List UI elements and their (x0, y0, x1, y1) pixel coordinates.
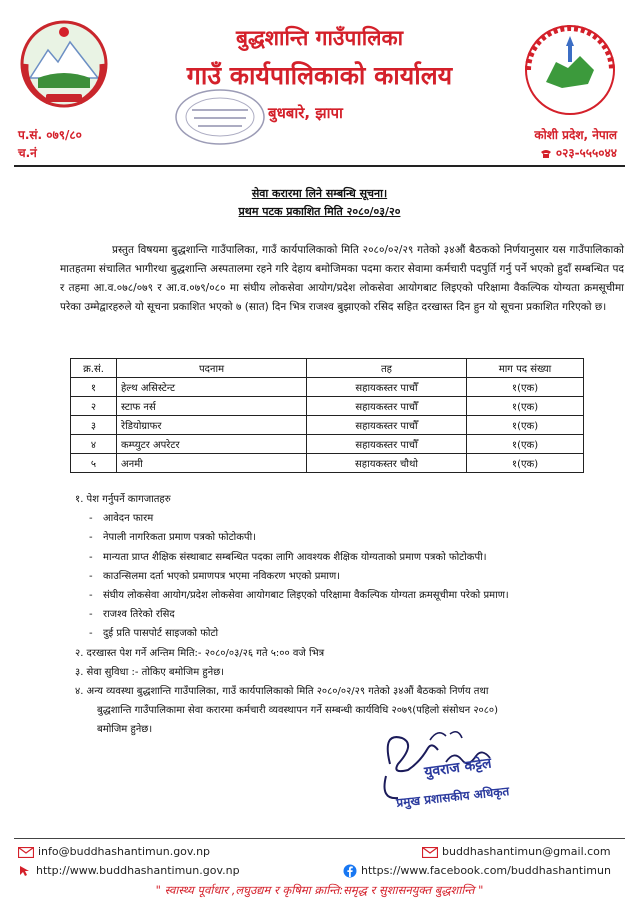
requirements-list (75, 490, 509, 740)
doc-item-text: मान्यता प्राप्त शैक्षिक संस्थाबाट सम्बन्धित पदका लागि आवश्यक शैक्षिक योग्यताको प्रमाण पत्रको फोटोकपी। (103, 551, 487, 563)
cursor-pointer-icon (18, 865, 32, 877)
cell-level: सहायकस्तर पाचौँ (307, 397, 467, 416)
list-item: - आवेदन फारम (89, 513, 154, 525)
municipality-logo-icon (522, 22, 618, 118)
contact-block (534, 126, 617, 162)
table-row (71, 435, 584, 454)
table-row (71, 397, 584, 416)
cell-post: हेल्थ असिस्टेन्ट (117, 378, 307, 397)
letterhead (0, 0, 639, 160)
notice-publish-date: प्रथम पटक प्रकाशित मिति २०८०/०३/२० (238, 205, 401, 218)
notice-title: सेवा करारमा लिने सम्बन्धि सूचना। (251, 187, 388, 200)
table-row (71, 416, 584, 435)
footer-email-secondary (422, 845, 611, 858)
envelope-icon (422, 847, 438, 858)
signatory-title: प्रमुख प्रशासकीय अधिकृत (395, 784, 510, 810)
footer-facebook (343, 864, 611, 878)
cell-level: सहायकस्तर चौथो (307, 454, 467, 473)
office-seal-stamp-icon (172, 86, 268, 148)
cell-count: १(एक) (467, 435, 584, 454)
email-link[interactable]: info@buddhashantimun.gov.np (38, 845, 211, 858)
cell-sn: ५ (71, 454, 117, 473)
cell-count: १(एक) (467, 397, 584, 416)
phone-icon (540, 149, 552, 159)
municipality-title: बुद्धशान्ति गाउँपालिका (235, 26, 404, 50)
doc-item-text: नेपाली नागरिकता प्रमाण पत्रको फोटोकपी। (103, 532, 256, 544)
cell-level: सहायकस्तर पाचौँ (307, 435, 467, 454)
gmail-link[interactable]: buddhashantimun@gmail.com (442, 845, 611, 858)
col-header-level: तह (307, 359, 467, 378)
cell-sn: १ (71, 378, 117, 397)
doc-item-text: काउन्सिलमा दर्ता भएको प्रमाणपत्र भएमा नविकरण भएको प्रमाण। (103, 570, 340, 582)
cell-sn: ४ (71, 435, 117, 454)
footer-divider (14, 838, 625, 839)
deadline-point: २. दरखास्त पेश गर्ने अन्तिम मिति:- २०८०/०३/२६ गते ५:०० वजे भित्र (75, 647, 325, 659)
cell-post: रेडियोग्राफर (117, 416, 307, 435)
province-label: कोशी प्रदेश, नेपाल (534, 128, 617, 142)
other-arrangement-point: ४. अन्य व्यवस्था बुद्धशान्ति गाउँपालिका, गाउँ कार्यपालिकाको मिति २०८०/०२/२९ गतेको ३४औं बैठकको निर्णय तथा (75, 686, 489, 698)
cell-count: १(एक) (467, 416, 584, 435)
cell-sn: ३ (71, 416, 117, 435)
table-row (71, 378, 584, 397)
cell-post: स्टाफ नर्स (117, 397, 307, 416)
cell-count: १(एक) (467, 378, 584, 397)
reference-block (18, 126, 82, 162)
doc-item-text: राजश्व तिरेको रसिद (103, 609, 175, 621)
col-header-post: पदनाम (117, 359, 307, 378)
facebook-icon (343, 864, 357, 878)
doc-item-text: संघीय लोकसेवा आयोग/प्रदेश लोकसेवा आयोगबाट लिइएको परिक्षामा वैकल्पिक योग्यता क्रमसूचीमा परेको प्रमाण। (103, 590, 509, 602)
cell-post: अनमी (117, 454, 307, 473)
website-link[interactable]: http://www.buddhashantimun.gov.np (36, 864, 240, 877)
list-item: - दुई प्रति पासपोर्ट साइजको फोटो (89, 628, 219, 640)
doc-item-text: दुई प्रति पासपोर्ट साइजको फोटो (103, 628, 219, 640)
cell-level: सहायकस्तर पाचौँ (307, 416, 467, 435)
list-item: - राजश्व तिरेको रसिद (89, 609, 175, 621)
table-header-row (71, 359, 584, 378)
envelope-icon (18, 847, 34, 858)
list-item: - काउन्सिलमा दर्ता भएको प्रमाणपत्र भएमा नविकरण भएको प्रमाण। (89, 570, 340, 582)
dispatch-number: च.नं (18, 146, 37, 160)
office-title: गाउँ कार्यपालिकाको कार्यालय (186, 61, 453, 90)
list-item: - मान्यता प्राप्त शैक्षिक संस्थाबाट सम्बन्धित पदका लागि आवश्यक शैक्षिक योग्यताको प्रमाण पत्रको फोटोकपी। (89, 551, 487, 563)
docs-heading: १. पेश गर्नुपर्ने कागजातहरु (75, 494, 171, 505)
col-header-sn: क्र.सं. (71, 359, 117, 378)
facebook-link[interactable]: https://www.facebook.com/buddhashantimun (361, 864, 611, 877)
footer-website (18, 864, 240, 877)
office-location: बुधबारे, झापा (268, 104, 343, 122)
other-arrangement-line2: बुद्धशान्ति गाउँपालिकामा सेवा करारमा कर्मचारी व्यवस्थापन गर्ने सम्बन्धी कार्यविधि २०७९(पहिलो संसोधन २०८०) (97, 705, 499, 717)
table-row (71, 454, 584, 473)
phone-number: ०२३-५५५०४४ (555, 146, 617, 160)
facility-point: ३. सेवा सुविधा :- तोकिए बमोजिम हुनेछ। (75, 666, 225, 678)
header-divider (14, 165, 625, 167)
notice-body: प्रस्तुत विषयमा बुद्धशान्ति गाउँपालिका, गाउँ कार्यपालिकाको मिति २०८०/०२/२९ गतेको ३४औं बैठकको निर्णयानुसार यस गाउँपालिकाको मातहतमा संचालित भागीरथा बुद्धशान्ति अस्पतालमा रहने गरि देहाय बमोजिमका पदमा करार सेवामा कर्मचारी पदपुर्ति गर्नु पर्ने भएको हुदाँ सम्बन्धित पद र तहमा आ.व.०७८/०७९ र आ.व.०७९/०८० मा संघीय लोकसेवा आयोग/प्रदेश लोकसेवा आयोगबाट लिइएको परिक्षामा वैकल्पिक योग्यता क्रमसूचीमा परेका उम्मेद्वारहरुले यो सूचना प्रकाशित भएको ७ (सात) दिन भित्र राजश्व बुझाएको रसिद सहित दरखास्त दिन हुन यो सूचना प्रकाशित गरिएको छ। (60, 244, 624, 313)
col-header-count: माग पद संख्या (467, 359, 584, 378)
vacancy-table (70, 358, 584, 473)
signatory-name: युवराज कट्टेल (423, 755, 493, 781)
reference-number: प.सं. ०७९/८० (18, 128, 82, 142)
list-item: - नेपाली नागरिकता प्रमाण पत्रको फोटोकपी। (89, 532, 256, 544)
other-arrangement-line3: बमोजिम हुनेछ। (97, 724, 153, 736)
cell-level: सहायकस्तर पाचौँ (307, 378, 467, 397)
footer-email-primary (18, 845, 210, 858)
list-item: - संघीय लोकसेवा आयोग/प्रदेश लोकसेवा आयोगबाट लिइएको परिक्षामा वैकल्पिक योग्यता क्रमसूचीमा परेको प्रमाण। (89, 590, 509, 602)
cell-count: १(एक) (467, 454, 584, 473)
doc-item-text: आवेदन फारम (103, 513, 154, 525)
cell-sn: २ (71, 397, 117, 416)
municipality-motto: " स्वास्थ्य पूर्वाधार ,लघुउद्यम र कृषिमा क्रान्ति:समृद्ध र सुशासनयुक्त बुद्धशान्ति " (155, 883, 484, 897)
phone-row (534, 144, 617, 162)
cell-post: कम्प्युटर अपरेटर (117, 435, 307, 454)
